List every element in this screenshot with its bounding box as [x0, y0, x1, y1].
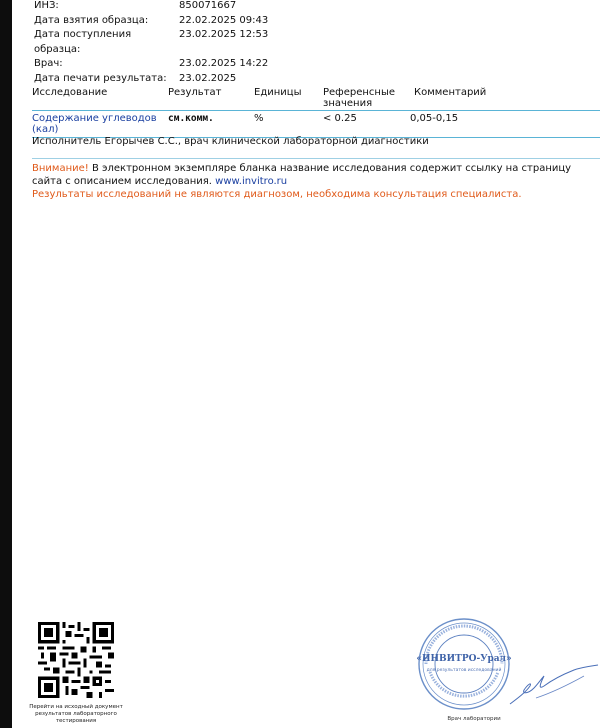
- table-header: [32, 86, 600, 111]
- performer-line: Исполнитель Егорычев С.С., врач клинической лабораторной диагностики: [32, 136, 429, 147]
- stamp-center-text: «ИНВИТРО-Урал»: [416, 654, 512, 664]
- notice-text: В электронном экземпляре бланка название исследования содержит ссылку на страницу сайта с описанием исследования.: [32, 163, 572, 187]
- results-table: [32, 86, 600, 138]
- info-value: 23.02.2025 14:22: [179, 58, 269, 69]
- info-value: 23.02.2025: [179, 72, 237, 84]
- info-row: [34, 57, 268, 72]
- qr-caption: Перейти на исходный документ результатов лабораторного тестирования: [29, 704, 123, 724]
- test-name-link[interactable]: [32, 113, 157, 135]
- separator-line: [32, 158, 600, 159]
- site-link[interactable]: www.invitro.ru: [215, 176, 288, 187]
- header-test: Исследование: [32, 87, 108, 98]
- header-result: Результат: [168, 87, 222, 98]
- patient-info: [34, 0, 268, 86]
- result-value: см.комм.: [168, 113, 214, 124]
- info-label: Дата печати результата:: [34, 72, 167, 84]
- info-value: 850071667: [179, 0, 237, 11]
- units-value: %: [254, 113, 264, 124]
- info-row: [34, 72, 268, 87]
- info-row: [34, 0, 268, 14]
- info-label: Дата поступления образца:: [34, 29, 132, 55]
- info-label: ИНЗ:: [34, 0, 59, 11]
- info-value: 23.02.2025 12:53: [179, 29, 269, 40]
- company-stamp-icon: [416, 616, 512, 712]
- info-label: Врач:: [34, 58, 63, 69]
- comment-value: 0,05-0,15: [410, 113, 459, 124]
- signature-icon: [508, 664, 600, 708]
- disclaimer-text: Результаты исследований не являются диагнозом, необходима консультация специалиста.: [32, 189, 522, 200]
- stamp-sub-text: для результатов исследований: [426, 668, 502, 673]
- header-comment: Комментарий: [414, 87, 487, 98]
- header-reference: Референсные значения: [323, 87, 396, 109]
- info-label: Дата взятия образца:: [34, 14, 149, 26]
- document-page: [12, 0, 600, 728]
- info-value: 22.02.2025 09:43: [179, 14, 269, 26]
- info-row: [34, 28, 268, 57]
- qr-code-icon[interactable]: [38, 622, 114, 698]
- test-name-line2: (кал): [32, 124, 59, 135]
- test-name-line1: Содержание углеводов: [32, 113, 157, 124]
- table-row: [32, 111, 600, 138]
- info-row: [34, 14, 268, 29]
- warning-word: Внимание!: [32, 163, 89, 174]
- notice-block: [32, 162, 600, 201]
- left-dark-edge: [0, 0, 12, 728]
- reference-value: < 0.25: [323, 113, 357, 124]
- header-units: Единицы: [254, 87, 302, 98]
- stamp-caption: Врач лаборатории: [447, 716, 501, 722]
